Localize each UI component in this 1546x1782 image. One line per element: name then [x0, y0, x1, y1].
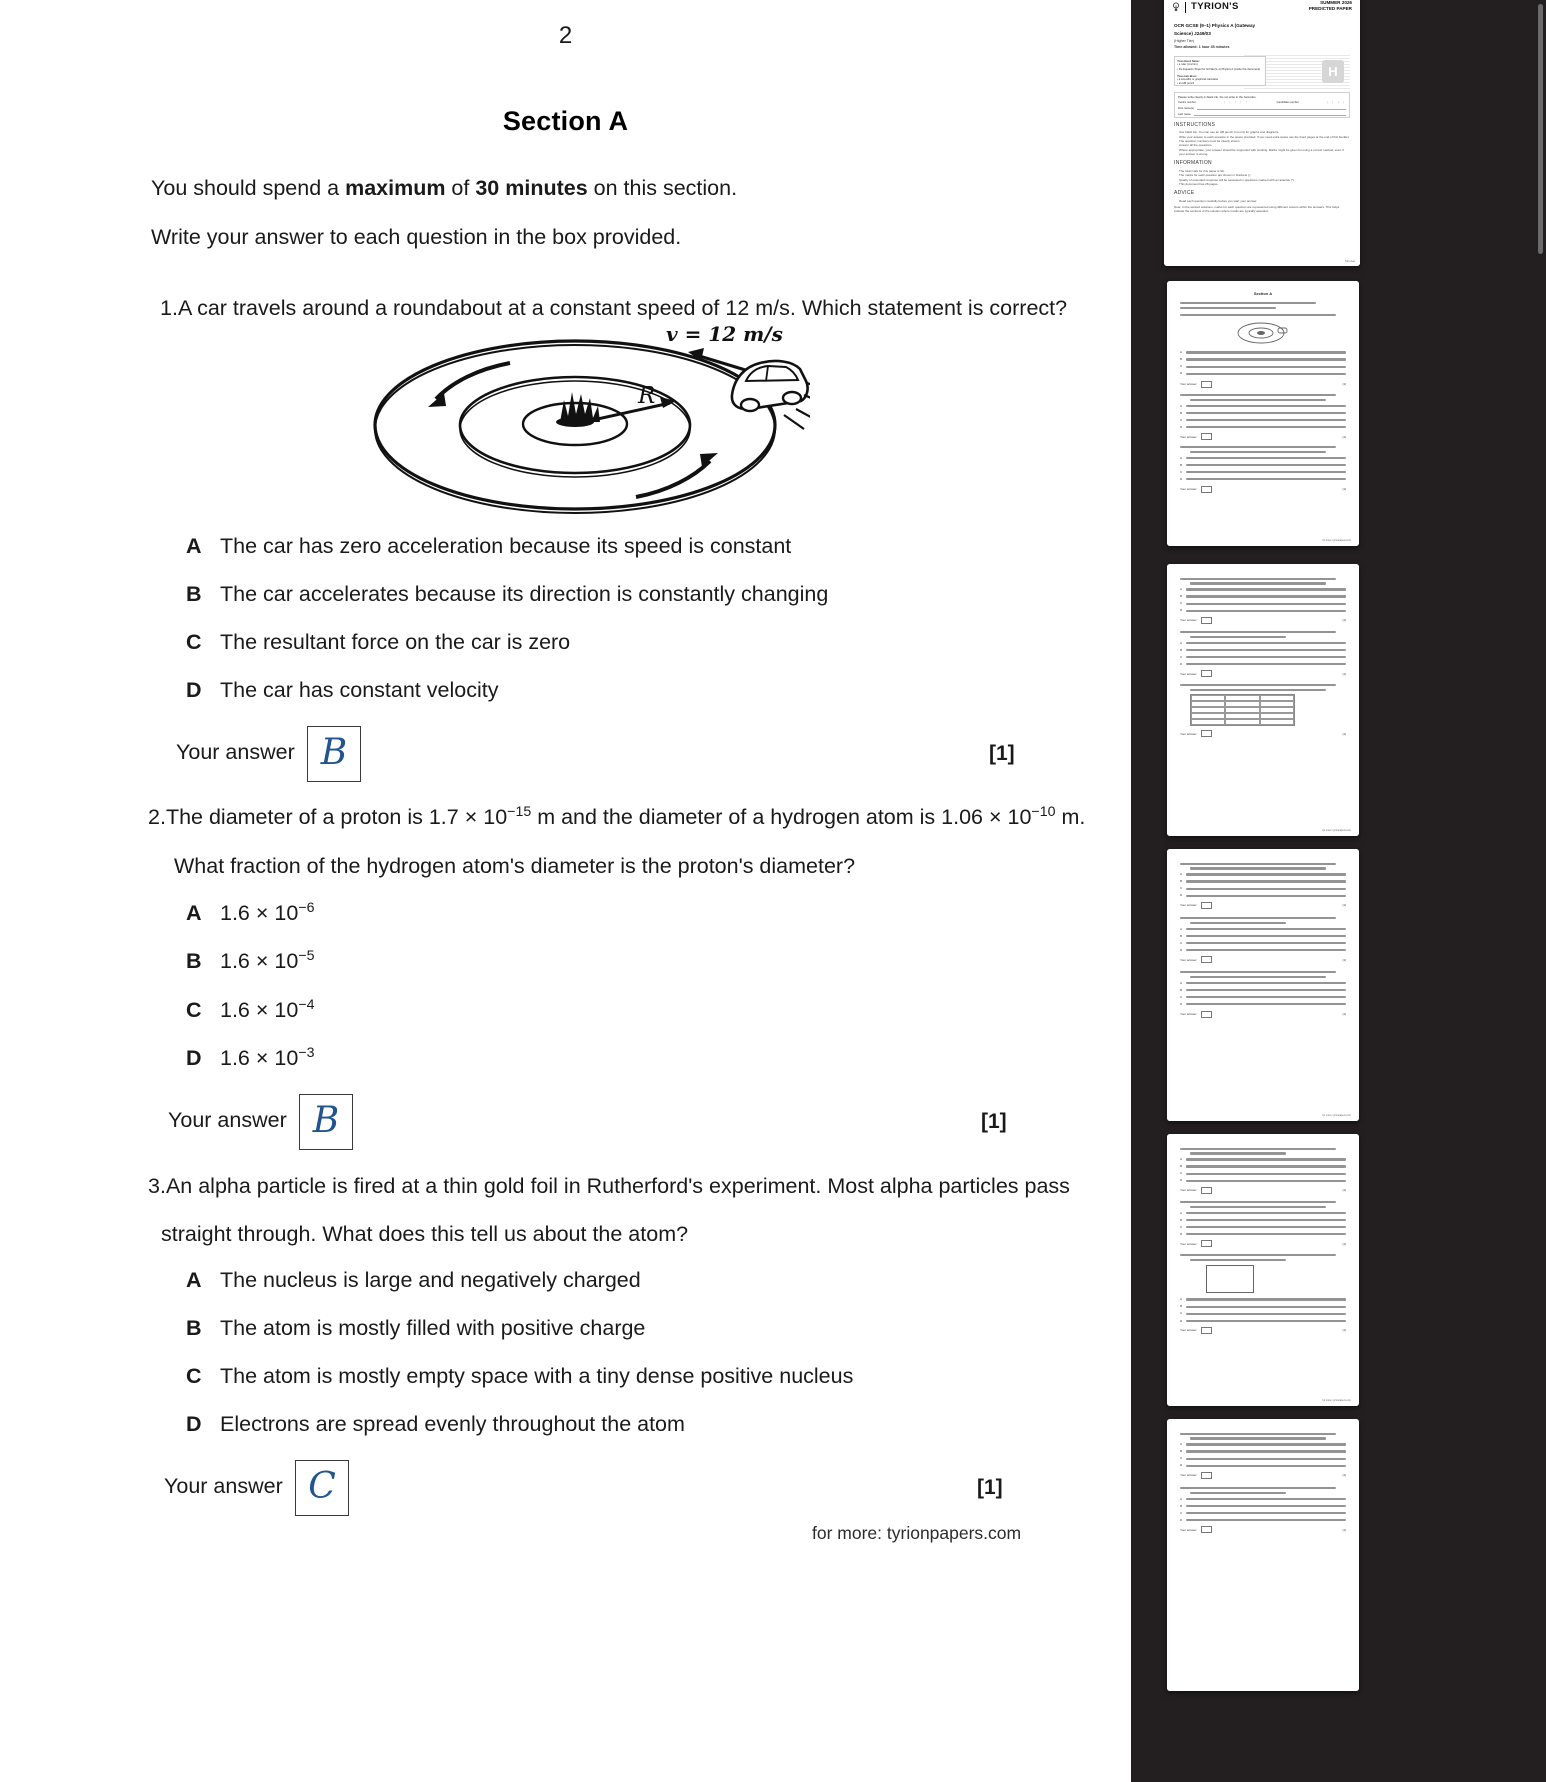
cover-edition-line-2: PREDICTED PAPER [1308, 5, 1352, 11]
thumb2-section-title: Section A [1253, 291, 1273, 296]
cover-information-3: Quality of extended response will be assessed in questions marked with an asterisk (*). [1179, 177, 1295, 182]
cover-brand-name: TYRION'S [1191, 1, 1239, 12]
sidebar-scrollbar[interactable] [1538, 4, 1543, 254]
question-2-option-b[interactable] [186, 948, 315, 974]
cover-instruction-4: Where appropriate, your answer should be supported with working. Marks might be given for using a correct method, even if your answer is wrong. [1179, 147, 1344, 157]
question-2-exponent-2: −10 [1031, 804, 1056, 820]
thumbnail-page-2[interactable] [1167, 281, 1359, 546]
option-base: 1.6 × 10 [220, 901, 299, 926]
question-1-option-b[interactable] [186, 582, 828, 607]
question-2-stem-line-1 [148, 803, 1088, 832]
figure-velocity-label: v = 12 m/s [666, 322, 783, 346]
thumbnail-page-6-content: A B C D Your answer [1] A B C D Your answer [1] [1167, 1419, 1359, 1691]
question-2-option-d[interactable] [186, 1045, 315, 1071]
question-2-answer-box[interactable] [299, 1094, 353, 1150]
instruction-1-post: on this section. [587, 176, 738, 200]
question-3-answer-box[interactable] [295, 1460, 349, 1516]
question-2-answer-value: B [312, 1100, 340, 1141]
thumbnail-page-1-content [1164, 0, 1360, 266]
thumb4-footer: for more: tyrionpapers.com [1322, 1114, 1351, 1118]
svg-text:R: R [638, 383, 656, 409]
cover-information-4: This document has 28 pages. [1179, 181, 1219, 186]
cover-header [1172, 0, 1352, 14]
option-text: The car has zero acceleration because its speed is constant [220, 534, 792, 558]
thumbnail-page-6[interactable] [1167, 1419, 1359, 1691]
roundabout-figure [360, 322, 810, 517]
cover-edition-line-1: SUMMER 2026 [1320, 0, 1352, 5]
cover-information-2: The marks for each question are shown in brackets [ ]. [1179, 173, 1252, 178]
thumb-roundabout-icon [1234, 320, 1292, 346]
question-3-answer-value: C [308, 1466, 336, 1507]
question-1-option-a[interactable] [186, 534, 791, 559]
candidate-number-cells[interactable]: | | | | [1326, 101, 1346, 105]
thumbnail-page-3-content: A B C D Your answer [1] A B C D Your answer [1] Your answer [1] for more: tyrionpapers.com [1167, 564, 1359, 836]
option-base: 1.6 × 10 [220, 949, 299, 974]
cover-may-use-title: You can also: [1177, 73, 1197, 78]
centre-number-cells[interactable]: | | | | | [1224, 101, 1249, 105]
page-footer-note: for more: tyrionpapers.com [812, 1523, 1022, 1543]
question-3-option-b[interactable] [186, 1316, 645, 1341]
thumbnail-page-3[interactable] [1167, 564, 1359, 836]
question-3-option-a[interactable] [186, 1268, 641, 1293]
cover-information-1: The total mark for this paper is 90. [1179, 168, 1225, 173]
thumb3-table [1190, 694, 1295, 726]
cover-tier: (Higher Tier) [1174, 39, 1194, 44]
thumbnail-page-1[interactable] [1164, 0, 1360, 266]
question-3-option-d[interactable] [186, 1412, 685, 1437]
option-text: The nucleus is large and negatively charged [220, 1268, 641, 1292]
thumbnail-page-4[interactable] [1167, 849, 1359, 1121]
question-2-answer-row [168, 1094, 1068, 1150]
cover-may-use-2: • an HB pencil [1177, 82, 1194, 86]
instruction-line-2: Write your answer to each question in the box provided. [151, 225, 682, 249]
option-letter: B [186, 1316, 202, 1340]
question-3-stem-line-2: straight through. What does this tell us about the atom? [161, 1222, 689, 1246]
question-2-option-a[interactable] [186, 900, 315, 926]
question-3-option-c[interactable] [186, 1364, 853, 1389]
option-exponent: −5 [298, 948, 315, 964]
question-3-number: 3. [148, 1174, 166, 1198]
cover-last-name-label: Last name [1178, 113, 1191, 117]
instruction-line-1 [151, 176, 737, 202]
cover-paper-title-1: OCR GCSE (9–1) Physics A (Gateway [1174, 23, 1256, 29]
cover-brand [1172, 0, 1239, 14]
instruction-1-bold-duration: 30 minutes [475, 176, 588, 200]
option-exponent: −6 [298, 900, 315, 916]
cover-details-note: Please write clearly in black ink. Do not write in the barcodes. [1178, 94, 1257, 99]
option-exponent: −4 [298, 997, 315, 1013]
thumb5-graph [1206, 1265, 1254, 1293]
option-letter: B [186, 582, 202, 606]
cover-time-allowed: Time allowed: 1 hour 45 minutes [1174, 45, 1230, 50]
question-2-option-c[interactable] [186, 997, 315, 1023]
page-number: 2 [558, 22, 573, 49]
cover-note: Note: In the worked solutions, marks for each question are represented using different colours within the answers. This helps indicate the sections of the solution where marks are typically awarded. [1174, 205, 1340, 214]
question-2-exponent-1: −15 [507, 804, 532, 820]
option-letter: D [186, 1412, 202, 1436]
cover-paper-title-2: Science) J249/03 [1174, 31, 1211, 37]
question-3-text-line-1: An alpha particle is fired at a thin gold foil in Rutherford's experiment. Most alpha particles pass [165, 1174, 1070, 1198]
thumbnail-page-5-content: A B C D Your answer [1] A B C D Your answer [1] A B C D Your answer [1] for more: tyrionpapers.com [1167, 1134, 1359, 1406]
roundabout-diagram-svg [360, 325, 810, 517]
cover-advice-1: Read each question carefully before you start your answer. [1179, 198, 1258, 203]
cover-must-have-title: You must have: [1177, 58, 1200, 63]
thumbnail-sidebar[interactable] [1131, 0, 1546, 1782]
cover-must-have-1: • a ruler (cm/mm) [1177, 63, 1198, 67]
question-1-text: A car travels around a roundabout at a constant speed of 12 m/s. Which statement is correct? [177, 296, 1068, 320]
option-base: 1.6 × 10 [220, 998, 299, 1023]
thumbnail-page-5[interactable] [1167, 1134, 1359, 1406]
cover-must-have-2: • the Equation Sheet for GCSE (9–1) Physics A (inside this document) [1177, 67, 1261, 71]
cover-turnover: Turn over [1344, 260, 1355, 264]
thumb2-footer: for more: tyrionpapers.com [1322, 539, 1351, 543]
thumb5-footer: for more: tyrionpapers.com [1322, 1399, 1351, 1403]
section-title: Section A [502, 106, 629, 136]
option-text: The atom is mostly empty space with a tiny dense positive nucleus [220, 1364, 854, 1388]
question-2-text-b: m and the diameter of a hydrogen atom is 1.06 × 10 [531, 805, 1032, 830]
cover-candidate-details [1174, 92, 1350, 118]
instruction-1-pre: You should spend a [151, 176, 346, 200]
option-letter: C [186, 1364, 202, 1388]
option-text: The atom is mostly filled with positive charge [220, 1316, 646, 1340]
question-1-stem [160, 294, 1080, 323]
cover-instruction-2: Write your answer to each question in the space provided. If you need extra space use the lined pages at the end of this booklet. The question numbers must be clearly shown. [1179, 134, 1350, 143]
option-exponent: −3 [298, 1045, 315, 1061]
question-1-number: 1. [160, 296, 178, 320]
question-2-text-a: The diameter of a proton is 1.7 × 10 [165, 805, 508, 830]
question-2-answer-label: Your answer [168, 1108, 287, 1132]
instruction-1-bold-maximum: maximum [345, 176, 446, 200]
cover-may-use-1: • a scientific or graphical calculator [1177, 78, 1219, 82]
option-text: Electrons are spread evenly throughout the atom [220, 1412, 685, 1436]
question-3-stem-line-1 [148, 1172, 1088, 1201]
option-letter: A [186, 1268, 202, 1292]
question-1-answer-row [176, 726, 1076, 782]
question-3-marks: [1] [977, 1476, 1003, 1499]
cover-first-name-label: First name(s) [1178, 107, 1194, 111]
question-3-answer-row [164, 1460, 1064, 1516]
cover-centre-number-label: Centre number [1178, 101, 1196, 105]
option-text: The resultant force on the car is zero [220, 630, 571, 654]
question-1-answer-value: B [320, 732, 348, 773]
cover-requirements-band [1174, 55, 1350, 89]
cover-instructions-heading: INSTRUCTIONS [1174, 121, 1216, 128]
question-1-answer-box[interactable] [307, 726, 361, 782]
option-letter: C [186, 998, 202, 1023]
question-1-answer-label: Your answer [176, 740, 295, 764]
question-2-marks: [1] [981, 1110, 1007, 1133]
thumbnail-page-4-content: A B C D Your answer [1] A B C D Your answer [1] A B C D Your answer [1] for more: tyrionpapers.com [1167, 849, 1359, 1121]
instruction-1-mid: of [445, 176, 476, 200]
thumbnail-page-2-content: Section A A B C D Your answer [1] A B C D Your answer [1] A B C D Your answer [1] for more: tyrionpapers.com [1167, 281, 1359, 546]
cover-information-heading: INFORMATION [1174, 160, 1212, 167]
question-1-option-d[interactable] [186, 678, 498, 703]
question-2-number: 2. [148, 805, 166, 830]
question-2-stem-line-2: What fraction of the hydrogen atom's diameter is the proton's diameter? [174, 854, 856, 878]
cover-edition [1309, 0, 1352, 11]
option-letter: D [186, 678, 202, 702]
cover-advice-heading: ADVICE [1174, 190, 1195, 197]
option-letter: A [186, 901, 202, 926]
thumb2-figure [1234, 320, 1292, 346]
option-base: 1.6 × 10 [220, 1046, 299, 1071]
tier-badge: H [1322, 60, 1344, 83]
option-text: The car accelerates because its direction is constantly changing [220, 582, 829, 606]
cover-candidate-number-label: Candidate number [1276, 101, 1299, 105]
option-letter: A [186, 534, 202, 558]
thumb3-footer: for more: tyrionpapers.com [1322, 829, 1351, 833]
question-2-text-c: m. [1055, 805, 1086, 830]
option-letter: C [186, 630, 202, 654]
bulb-icon [1172, 2, 1180, 12]
cover-instruction-1: Use black ink. You can use an HB pencil, but only for graphs and diagrams. [1179, 130, 1280, 135]
option-letter: B [186, 949, 202, 974]
question-3-answer-label: Your answer [164, 1474, 283, 1498]
cover-instruction-3: Answer all the questions. [1179, 143, 1213, 148]
question-1-option-c[interactable] [186, 630, 570, 655]
option-text: The car has constant velocity [220, 678, 499, 702]
brand-divider [1185, 2, 1186, 13]
question-1-marks: [1] [989, 742, 1015, 765]
option-letter: D [186, 1046, 202, 1071]
cover-requirements-box [1174, 56, 1266, 86]
